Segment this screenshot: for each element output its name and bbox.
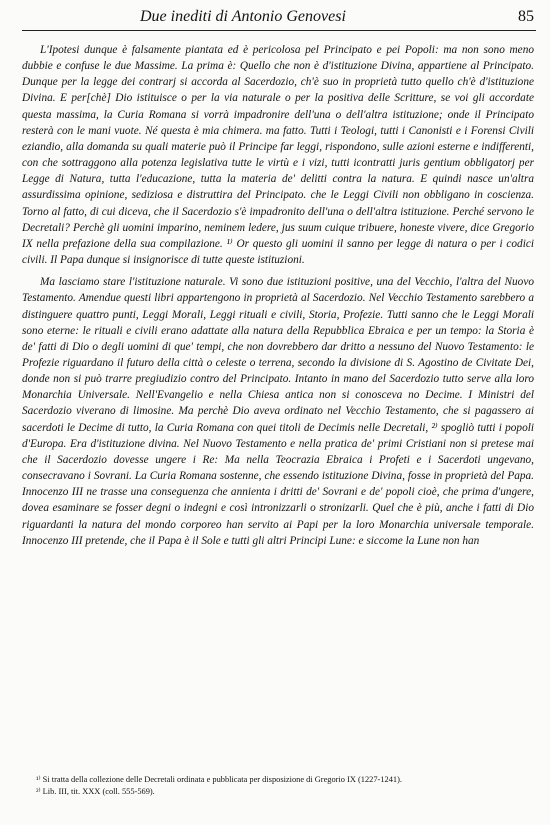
paragraph-1: L'Ipotesi dunque è falsamente piantata ed è pericolosa pel Principato e pei Popoli: ma non sono meno dubbie e confuse le due Massime. La prima è: Quello che non è d'istituzione Divina, appartiene al Principato. Dunque per la legge dei contrarj si accorda al Sacerdozio, ch'è suo in proprietà tutto quello ch'è d'istituzione Divina. E per[chè] Dio istituisce o per la via naturale o per la positiva delle Scritture, se voi gli accordate questa massima, la Curia Romana si vorrà impadronire dell'una o dell'altra istituzione; onde il Principato resterà con le mani vuote. Né questa è mia chimera. ma fatto. Tutti i Teologi, tutti i Canonisti e i Forensi Civili eziandio, alla domanda su quali materie può il Principe far leggi, rispondono, sulle azioni esterne e indifferenti, con che sottraggono alla potenza legislativa tutte le virtù e i vizi, tutti icontratti juris gentium obbligatorj per Legge di Natura, tutta l'educazione, tutta la materia de' delitti contra la natura. E quindi nasce un'altra assurdissima opinione, sediziosa e distruttira del Principato. che le Leggi Civili non obbligano in coscienza. Torno al fatto, di cui diceva, che il Sacerdozio s'è impadronito dell'una o dell'altra istituzione. Perché servono le Decretali? Perchè gli uomini imparino, neminem ledere, jus suum cuique tribuere, honeste vivere, dice Gregorio IX nella prefazione della sua compilazione. ¹⁾ Or questo gli uomini il sanno per legge di natura o per i codici civili. Il Papa dunque si insignorisce di tutte queste istituzioni. bbox=[22, 44, 534, 267]
page-number: 85 bbox=[518, 8, 534, 25]
footnote-1: ¹⁾ Si tratta della collezione delle Decretali ordinata e pubblicata per disposizione di Gregorio IX (1227-1241). bbox=[36, 775, 402, 784]
footnotes bbox=[22, 774, 534, 798]
header-rule bbox=[22, 30, 536, 31]
running-title: Due inediti di Antonio Genovesi bbox=[140, 8, 346, 25]
body-text bbox=[22, 42, 534, 549]
page-header bbox=[22, 8, 536, 30]
paragraph-2: Ma lasciamo stare l'istituzione naturale. Vi sono due istituzioni positive, una del Vecchio, l'altra del Nuovo Testamento. Amendue questi libri appartengono in proprietà al Sacerdozio. Nel Vecchio Testamento sarebbero a distinguere quattro punti, Leggi Morali, Leggi rituali e civili, Storia, Profezie. Tutti sanno che le Leggi Morali sono eterne: le rituali e civili erano adattate alla natura della Repubblica Ebraica e per un tempo: la Storia è de' fatti di Dio o degli uomini di que' tempi, che non dovrebbero dar dritto a nessuno del Nuovo Testamento: le Profezie riguardano il futuro della città o celeste o terrena, secondo la divisione di S. Agostino de Civitate Dei, donde non si può trarre pregiudizio contro del Principato. Intanto in mano del Sacerdozio tutto serve alla loro Monarchia Universale. Nell'Evangelio e nella Chiesa antica non si conosceva no Decime. I Ministri del Sacerdozio viverano di limosine. Ma perchè Dio aveva ordinato nel Vecchio Testamento, che si pagassero ai sacerdoti le Decime di tutto, la Curia Romana con quei titoli de Decimis nelle Decretali, ²⁾ spogliò tutti i popoli d'Europa. Era d'istituzione divina. Nel Nuovo Testamento e nella pratica de' primi Cristiani non si pretese mai che il Sacerdozio dovesse ungere i Re: Ma nella Teocrazia Ebraica i Profeti e i Sacerdoti ungevano, consecravano i Sovrani. La Curia Romana sostenne, che essendo istituzione Divina, fosse in proprietà del Papa. Innocenzo III ne trasse una conseguenza che annienta i dritti de' Sovrani e de' popoli cioè, che prima d'ungere, dovea esaminare se fosser degni o indegni e così intronizzarli o stronizarli. Quel che è più, anche i fatti di Dio riguardanti la natura del mondo corporeo han servito ai Papi per la loro Monarchia universale temporale. Innocenzo III pretende, che il Papa è il Sole e tutti gli altri Principi Lune: e siccome la Lune non han bbox=[22, 276, 534, 547]
footnote-2: ²⁾ Lib. III, tit. XXX (coll. 555-569). bbox=[36, 787, 155, 796]
